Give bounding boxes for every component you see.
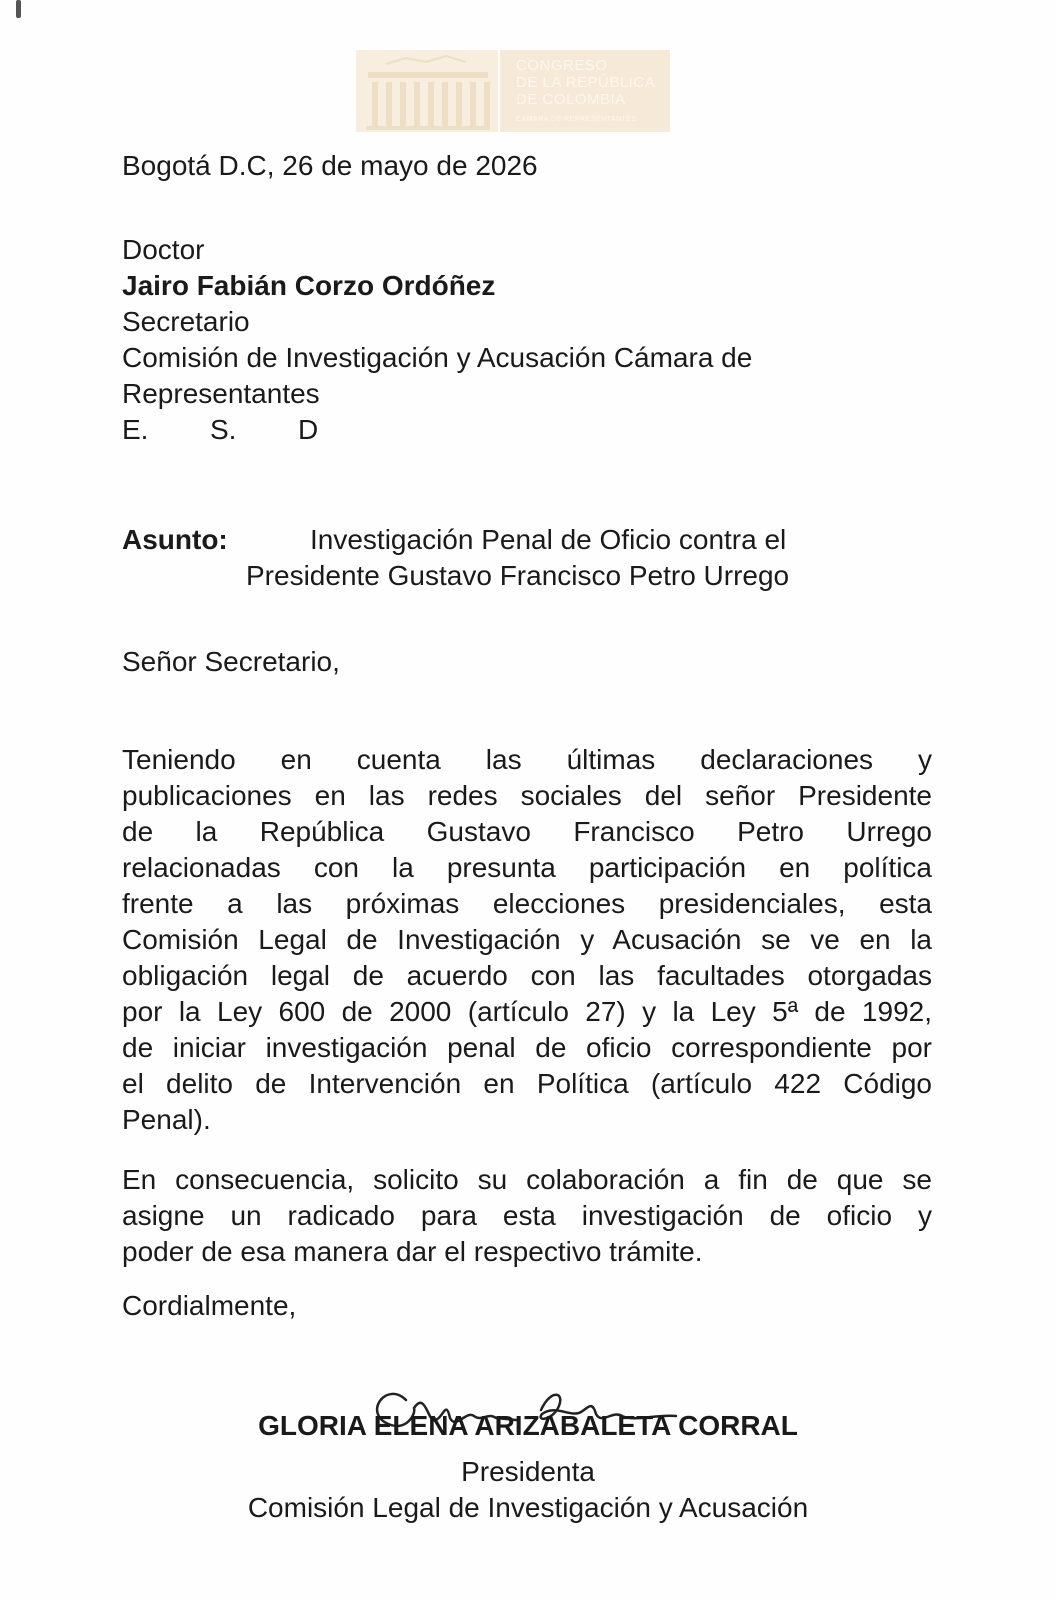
- recipient-title: Doctor: [122, 234, 205, 265]
- recipient-org-line: Representantes: [122, 378, 320, 409]
- letter-date: Bogotá D.C, 26 de mayo de 2026: [122, 150, 538, 181]
- paragraph-line: Teniendo en cuenta las últimas declaraciones y: [122, 744, 932, 775]
- greeting: Señor Secretario,: [122, 646, 340, 677]
- esd-letter: E.: [122, 414, 149, 445]
- closing: Cordialmente,: [122, 1290, 297, 1321]
- signatory-name: GLORIA ELENA ARIZABALETA CORRAL: [258, 1410, 798, 1441]
- paragraph-line: frente a las próximas elecciones presidenciales, esta: [122, 888, 932, 919]
- recipient-org-line: Comisión de Investigación y Acusación Cámara de: [122, 342, 753, 373]
- signatory-organization: Comisión Legal de Investigación y Acusación: [247, 1492, 809, 1523]
- congress-letterhead-logo: [356, 46, 670, 136]
- esd-letter: S.: [210, 414, 237, 445]
- paragraph-line: obligación legal de acuerdo con las facultades otorgadas: [122, 960, 932, 991]
- signatory-role: Presidenta: [461, 1456, 595, 1487]
- paragraph-line: Penal).: [122, 1104, 211, 1135]
- logo-text-line: CÁMARA DE REPRESENTANTES: [516, 116, 637, 123]
- body-paragraph: [122, 742, 932, 1138]
- logo-text-line: DE COLOMBIA: [516, 91, 626, 108]
- paragraph-line: En consecuencia, solicito su colaboración a fin de que se: [122, 1164, 932, 1195]
- scrollbar-indicator[interactable]: [16, 0, 21, 18]
- esd-line: [122, 412, 752, 448]
- subject-line: Investigación Penal de Oficio contra el: [310, 524, 787, 555]
- capitol-building-icon: [356, 50, 498, 132]
- paragraph-line: de iniciar investigación penal de oficio correspondiente por: [122, 1032, 932, 1063]
- paragraph-line: publicaciones en las redes sociales del señor Presidente: [122, 780, 932, 811]
- recipient-block: [122, 232, 752, 448]
- paragraph-line: el delito de Intervención en Política (artículo 422 Código: [122, 1068, 932, 1099]
- subject-line: Presidente Gustavo Francisco Petro Urrego: [246, 560, 790, 591]
- esd-letter: D: [298, 414, 319, 445]
- subject-label: Asunto:: [122, 524, 228, 555]
- recipient-name: Jairo Fabián Corzo Ordóñez: [122, 270, 496, 301]
- paragraph-line: relacionadas con la presunta participación en política: [122, 852, 932, 883]
- logo-text-line: DE LA REPÚBLICA: [516, 74, 656, 91]
- paragraph-line: poder de esa manera dar el respectivo trámite.: [122, 1236, 703, 1267]
- paragraph-line: asigne un radicado para esta investigación de oficio y: [122, 1200, 932, 1231]
- paragraph-line: Comisión Legal de Investigación y Acusación se ve en la: [122, 924, 932, 955]
- paragraph-line: por la Ley 600 de 2000 (artículo 27) y la Ley 5ª de 1992,: [122, 996, 932, 1027]
- logo-text-line: CONGRESO: [516, 57, 608, 74]
- paragraph-line: de la República Gustavo Francisco Petro Urrego: [122, 816, 932, 847]
- recipient-position: Secretario: [122, 306, 250, 337]
- body-paragraph: [122, 1162, 932, 1270]
